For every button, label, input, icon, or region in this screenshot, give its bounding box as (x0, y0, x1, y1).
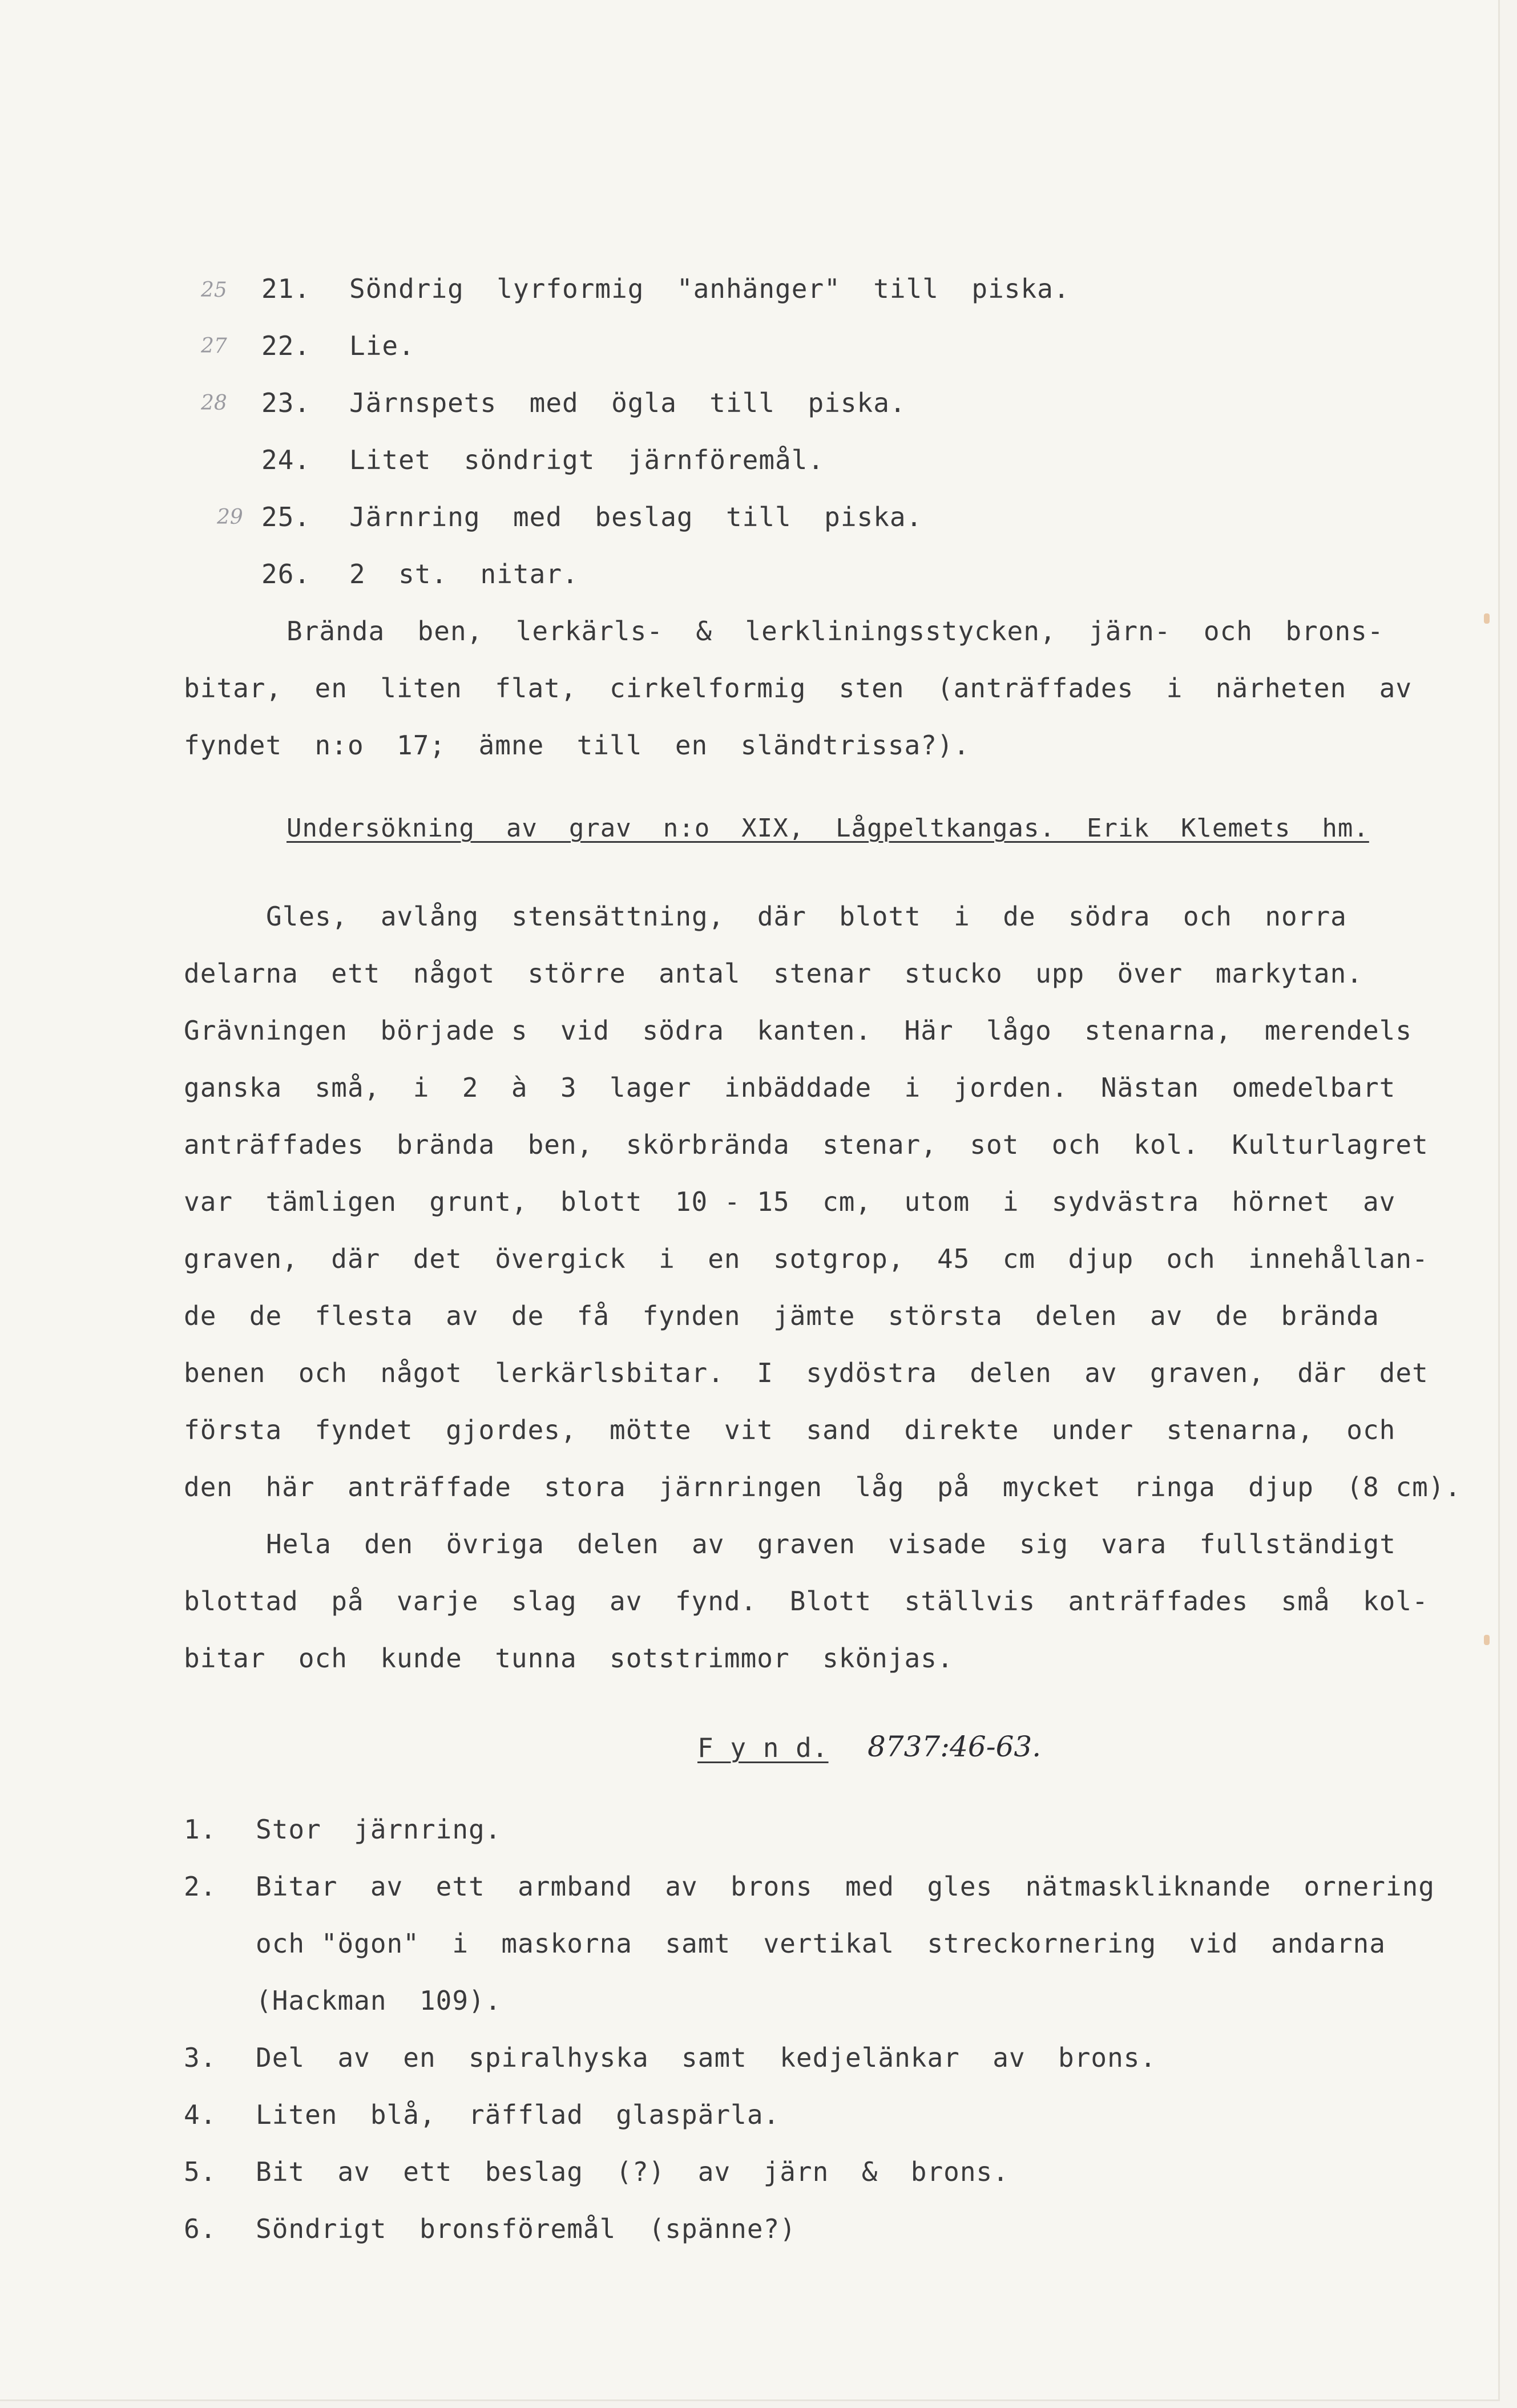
paragraph-line: bitar och kunde tunna sotstrimmor skönjas. (184, 1643, 954, 1674)
paper-stain (1484, 613, 1490, 624)
paragraph-line: Hela den övriga delen av graven visade sig vara fullständigt (266, 1529, 1396, 1559)
find-number: 5. (184, 2156, 217, 2187)
item-text: Söndrig lyrformig "anhänger" till piska. (349, 273, 1070, 304)
find-text: Stor järnring. (256, 1814, 502, 1845)
margin-note: 27 (201, 334, 227, 358)
find-text: (Hackman 109). (256, 1985, 502, 2016)
item-number: 21. (261, 273, 311, 304)
find-number: 1. (184, 1814, 217, 1845)
find-number: 2. (184, 1871, 217, 1902)
paragraph-line: Grävningen började s vid södra kanten. Här lågo stenarna, merendels (184, 1015, 1413, 1046)
item-text: 2 st. nitar. (349, 559, 579, 589)
item-text: Järnring med beslag till piska. (349, 502, 923, 532)
paragraph-line: graven, där det övergick i en sotgrop, 45 cm djup och innehållan- (184, 1243, 1429, 1274)
find-text: Liten blå, räfflad glaspärla. (256, 2099, 780, 2130)
item-text: Litet söndrigt järnföremål. (349, 445, 825, 475)
paragraph-line: var tämligen grunt, blott 10 - 15 cm, utom i sydvästra hörnet av (184, 1186, 1396, 1217)
paragraph-line: benen och något lerkärlsbitar. I sydöstra delen av graven, där det (184, 1357, 1429, 1388)
margin-note: 25 (201, 278, 227, 302)
paragraph-line: de de flesta av de få fynden jämte största delen av de brända (184, 1300, 1379, 1331)
paragraph-line: första fyndet gjordes, mötte vit sand direkte under stenarna, och (184, 1415, 1396, 1445)
item-number: 22. (261, 330, 311, 361)
item-text: Järnspets med ögla till piska. (349, 387, 906, 418)
item-number: 23. (261, 387, 311, 418)
item-number: 24. (261, 445, 311, 475)
item-text: Lie. (349, 330, 415, 361)
catalog-number: 8737:46-63. (868, 1730, 1042, 1763)
paragraph-line: anträffades brända ben, skörbrända stenar, sot och kol. Kulturlagret (184, 1129, 1429, 1160)
margin-note: 28 (201, 391, 227, 415)
find-text: Bit av ett beslag (?) av järn & brons. (256, 2156, 1009, 2187)
paragraph-line: bitar, en liten flat, cirkelformig sten (anträffades i närheten av (184, 673, 1413, 704)
paragraph-line: den här anträffade stora järnringen låg på mycket ringa djup (8 cm). (184, 1472, 1462, 1502)
paper-stain (1484, 1635, 1490, 1645)
section-heading: Undersökning av grav n:o XIX, Lågpeltkangas. Erik Klemets hm. (287, 814, 1369, 843)
paragraph-line: fyndet n:o 17; ämne till en sländtrissa?). (184, 730, 970, 761)
finds-heading: F y n d. (697, 1732, 829, 1763)
paragraph-line: Brända ben, lerkärls- & lerkliningsstycken, järn- och brons- (287, 616, 1384, 647)
item-number: 25. (261, 502, 311, 532)
paragraph-line: delarna ett något större antal stenar stucko upp över markytan. (184, 958, 1363, 989)
paragraph-line: blottad på varje slag av fynd. Blott ställvis anträffades små kol- (184, 1586, 1429, 1617)
margin-note: 29 (217, 506, 243, 529)
paragraph-line: Gles, avlång stensättning, där blott i de södra och norra (266, 901, 1347, 932)
find-text: Söndrigt bronsföremål (spänne?) (256, 2213, 796, 2244)
find-text: Del av en spiralhyska samt kedjelänkar av brons. (256, 2042, 1157, 2073)
paragraph-line: ganska små, i 2 à 3 lager inbäddade i jorden. Nästan omedelbart (184, 1072, 1396, 1103)
find-number: 3. (184, 2042, 217, 2073)
item-number: 26. (261, 559, 311, 589)
find-text: Bitar av ett armband av brons med gles nätmaskliknande ornering (256, 1871, 1435, 1902)
find-number: 6. (184, 2213, 217, 2244)
find-text: och "ögon" i maskorna samt vertikal streckornering vid andarna (256, 1928, 1386, 1959)
find-number: 4. (184, 2099, 217, 2130)
